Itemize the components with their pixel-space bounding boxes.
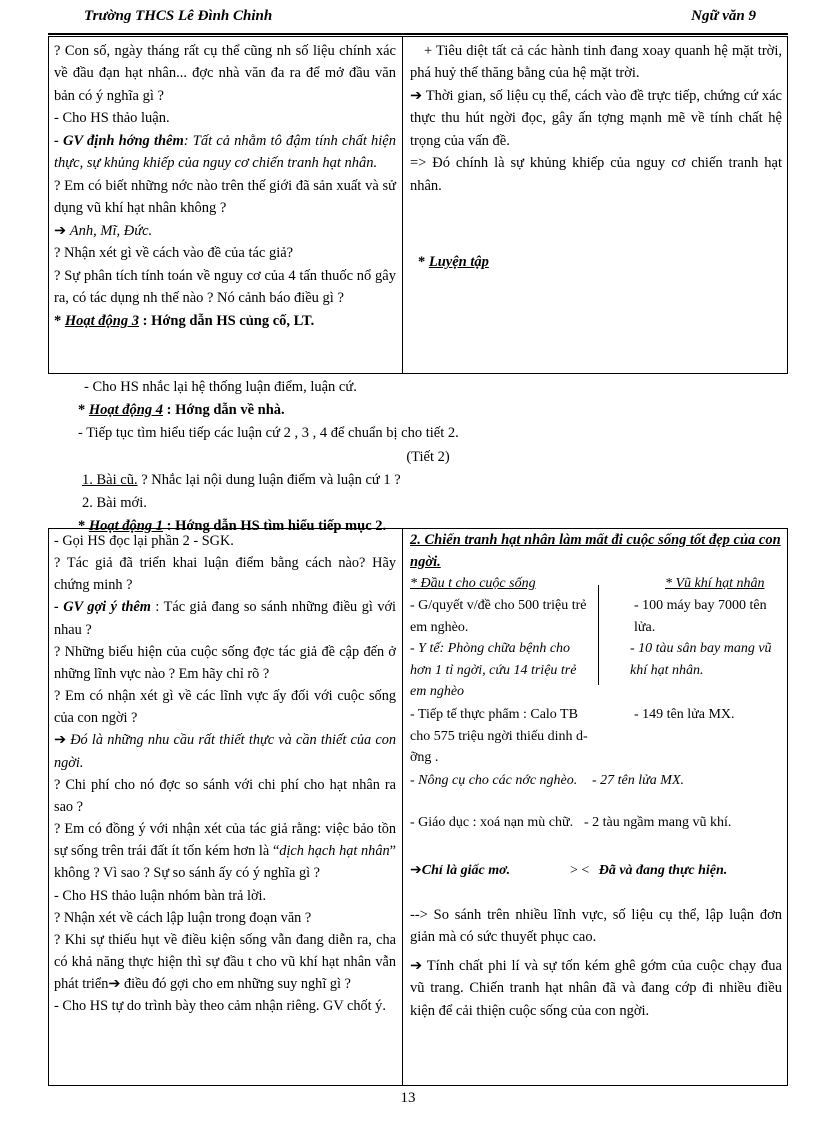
dream-text: Chỉ là giấc mơ. [421, 863, 511, 878]
question: ? Sự phân tích tính toán về nguy cơ của 4 tấn thuốc nổ gây ra, có tác dụng nh thế nào ? Nó cảnh báo điều gì ? [54, 267, 396, 307]
instruction: - Gọi HS đọc lại phần 2 - SGK. [54, 533, 234, 549]
guidance-text: : Tất cả nhằm tô đậm tính chất hiện thực, sự khủng khiếp của nguy cơ chiến tranh hạt nhân. [54, 132, 396, 172]
item-text: ? Nhắc lại nội dung luận điểm và luận cứ 1 ? [137, 471, 401, 488]
answer [54, 729, 396, 773]
star-icon: * [418, 254, 429, 271]
question: ? Con số, ngày tháng rất cụ thể cũng nh số liệu chính xác về đầu đạn hạt nhân... đợc nhà văn đa ra để mở đầu văn bản có ý nghĩa gì ? [54, 43, 396, 104]
question [54, 818, 396, 884]
activity-label: Hoạt động 3 [64, 312, 139, 329]
teacher-guidance [54, 130, 396, 175]
table-1-divider [402, 36, 403, 374]
col-a-title: * Đầu t cho cuộc sống [410, 576, 536, 591]
question [54, 929, 396, 995]
label: - GV định hớng thêm [54, 132, 184, 149]
answer-text: Anh, Mĩ, Đức. [69, 222, 153, 239]
conclusion: => Đó chính là sự khủng khiếp của nguy cơ chiến tranh hạt nhân. [410, 155, 782, 194]
summary: --> So sánh trên nhiều lĩnh vực, số liệu cụ thể, lập luận đơn giản mà có sức thuyết phục cao. [410, 907, 782, 946]
dream-line [410, 860, 510, 882]
arrow-icon: ➔ [54, 222, 67, 239]
real-text: Đã và đang thực hiện. [598, 863, 728, 878]
conclusion [410, 955, 782, 1022]
practice-heading [418, 251, 782, 273]
activity-heading [54, 310, 396, 332]
table-2-right-cell [410, 530, 782, 574]
arrow-icon: ➔ [108, 976, 121, 993]
suggestion-text: : Tác giả đang so sánh những điều gì với nhau ? [54, 599, 396, 638]
q-part: ” không ? Vì sao ? Sự so sánh ấy có ý nghĩa gì ? [54, 843, 396, 882]
subject-name: Ngữ văn 9 [691, 8, 756, 24]
q-part: ? Khi sự thiếu hụt về điều kiện sống vẫn đang diễn ra, cha có khả năng thực hiện thì sự đầu t cho vũ khí hạt nhân vẫn phát triển [54, 931, 396, 993]
table-2-left-cell [54, 530, 396, 1017]
lesson-part: (Tiết 2) [406, 448, 450, 465]
point-text: Thời gian, số liệu cụ thể, cách vào đề trực tiếp, chứng cứ xác thực thu hút ngời đọc, gây ấn tợng mạnh mẽ về tính chất hệ trọng của vấn đề. [410, 87, 782, 149]
quote: dịch hạch hạt nhân [279, 843, 390, 860]
row-a-4: - Nông cụ cho các nớc nghèo. [410, 773, 578, 788]
label: - GV gợi ý thêm [54, 599, 151, 616]
school-name: Trường THCS Lê Đình Chinh [84, 8, 273, 24]
item-1 [82, 469, 778, 492]
question: ? Em có biết những nớc nào trên thế giới đã sản xuất và sử dụng vũ khí hạt nhân không ? [54, 177, 396, 217]
activity-text: : Hớng dẫn HS củng cố, LT. [142, 312, 315, 329]
header-rule [48, 33, 788, 35]
col-b-title: * Vũ khí hạt nhân [665, 576, 765, 591]
row-b-5: - 2 tàu ngầm mang vũ khí. [584, 815, 732, 830]
brace-line [598, 585, 599, 685]
middle-section [78, 376, 778, 538]
question: ? Nhận xét về cách lập luận trong đoạn văn ? [54, 909, 312, 926]
question: ? Em có nhận xét gì về các lĩnh vực ấy đối với cuộc sống của con ngời ? [54, 688, 396, 727]
arrow-icon: ➔ [54, 732, 66, 749]
instruction: - Cho HS thảo luận. [54, 110, 170, 127]
row-b-4: - 27 tên lửa MX. [592, 773, 685, 788]
row-b-2: - 10 tàu sân bay mang vũ khí hạt nhân. [630, 641, 772, 678]
conclusion-text: Tính chất phi lí và sự tốn kém ghê gớm của cuộc chạy đua vũ trang. Chiến tranh hạt nhân đã và đang cớp đi nhiều điều kiện để cải thiện cuộc sống của con ngời. [410, 957, 782, 1019]
item-2: 2. Bài mới. [82, 494, 147, 511]
star-icon: * [78, 402, 89, 419]
table-2-divider [402, 528, 403, 1086]
q-part: ? Em có đồng ý với nhận xét của tác giả rằng: việc bảo tồn sự sống trên trái đất ít tốn kém hơn là “ [54, 821, 396, 860]
instruction: - Cho HS nhắc lại hệ thống luận điểm, luận cứ. [84, 379, 357, 395]
activity-text: : Hớng dẫn về nhà. [166, 402, 285, 419]
arrow-icon: ➔ [410, 863, 422, 878]
activity-4 [78, 399, 778, 422]
item-label: 1. Bài cũ. [82, 471, 138, 488]
table-1-left-cell [54, 40, 396, 332]
page-number: 13 [400, 1090, 416, 1106]
arrow-icon: ➔ [410, 957, 423, 974]
row-b-3: - 149 tên lửa MX. [634, 707, 735, 722]
activity-label: Hoạt động 4 [88, 402, 163, 419]
question: ? Chi phí cho nó đợc so sánh với chi phí cho hạt nhân ra sao ? [54, 776, 396, 815]
star-icon: * [54, 312, 65, 329]
vs-symbol: > < [570, 863, 590, 878]
question: ? Nhận xét gì về cách vào đề của tác giả? [54, 245, 294, 262]
question: ? Tác giả đã triển khai luận điểm bằng cách nào? Hãy chứng minh ? [54, 555, 396, 594]
section-heading: 2. Chiến tranh hạt nhân làm mất đi cuộc sống tốt đẹp của con ngời. [410, 532, 781, 570]
star-icon: * [78, 518, 89, 535]
question: ? Những biểu hiện của cuộc sống đợc tác giả đề cập đến ở những lĩnh vực nào ? Em hãy chỉ rõ ? [54, 643, 396, 682]
q-part: điều đó gợi cho em những suy nghĩ gì ? [120, 976, 351, 993]
row-a-3: - Tiếp tế thực phẩm : Calo TB cho 575 triệu ngời thiếu dinh dỡng . [410, 707, 588, 766]
row-a-1: - G/quyết v/đề cho 500 triệu trẻ em nghèo. [410, 598, 587, 635]
point [410, 85, 782, 152]
teacher-suggestion [54, 596, 396, 640]
row-a-5: - Giáo dục : xoá nạn mù chữ. [410, 815, 574, 830]
table-2-right-summary [410, 904, 782, 1022]
row-a-2: - Y tế: Phòng chữa bệnh cho hơn 1 tỉ ngời, cứu 14 triệu trẻ em nghèo [410, 641, 577, 700]
practice-label: Luyện tập [428, 254, 489, 271]
table-1-right-cell [410, 40, 782, 274]
instruction: - Tiếp tục tìm hiểu tiếp các luận cứ 2 , 3 , 4 để chuẩn bị cho tiết 2. [78, 425, 459, 442]
activity-text: : Hớng dẫn HS tìm hiểu tiếp mục 2. [166, 518, 387, 535]
activity-label: Hoạt động 1 [88, 518, 163, 535]
row-b-1: - 100 máy bay 7000 tên lửa. [634, 598, 767, 635]
instruction: - Cho HS thảo luận nhóm bàn trả lời. [54, 887, 267, 904]
answer-text: Đó là những nhu cầu rất thiết thực và cần thiết của con ngời. [54, 732, 397, 771]
point: + Tiêu diệt tất cả các hành tinh đang xoay quanh hệ mặt trời, phá huỷ thế thăng bằng của hệ mặt trời. [410, 43, 782, 82]
arrow-icon: ➔ [410, 87, 423, 104]
answer [54, 220, 396, 242]
instruction: - Cho HS tự do trình bày theo cảm nhận riêng. GV chốt ý. [54, 998, 386, 1015]
